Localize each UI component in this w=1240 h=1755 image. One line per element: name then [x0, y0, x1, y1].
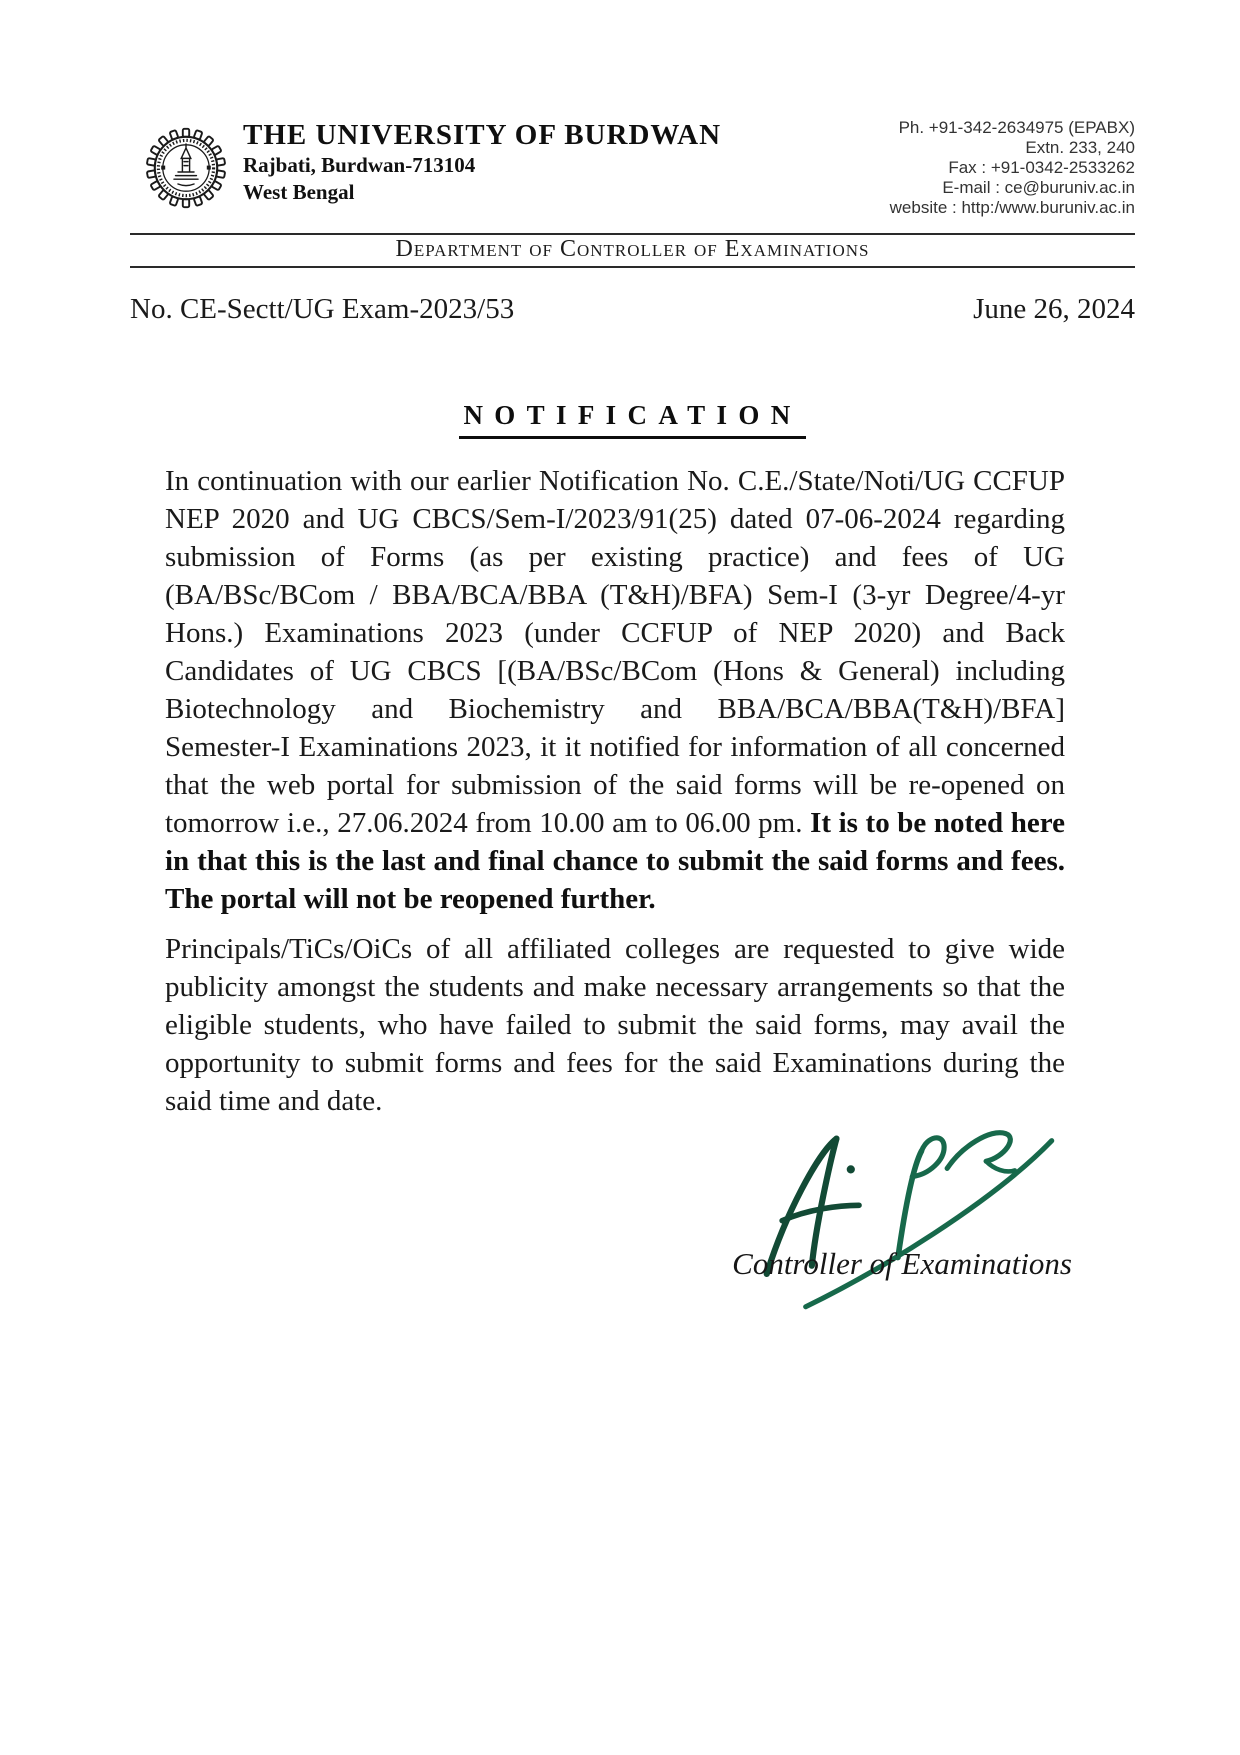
paragraph-1: [165, 462, 1065, 918]
contact-block: [890, 118, 1135, 218]
letter-date: June 26, 2024: [973, 293, 1135, 325]
title-wrap: [130, 400, 1135, 439]
paragraph-1-text: In continuation with our earlier Notification No. C.E./State/Noti/UG CCFUP NEP 2020 and UG CBCS/Sem-I/2023/91(25) dated 07-06-2024 regarding submission of Forms (as per existing practice) and fees of UG (BA/BSc/BCom / BBA/BCA/BBA (T&H)/BFA) Sem-I (3-yr Degree/4-yr Hons.) Examinations 2023 (under CCFUP of NEP 2020) and Back Candidates of UG CBCS [(BA/BSc/BCom (Hons & General) including Biotechnology and Biochemistry and BBA/BCA/BBA(T&H)/BFA] Semester-I Examinations 2023, it it notified for information of all concerned that the web portal for submission of the said forms will be re-opened on tomorrow i.e., 27.06.2024 from 10.00 am to 06.00 pm.: [165, 465, 1065, 839]
university-header: [243, 118, 721, 206]
paragraph-2: Principals/TiCs/OiCs of all affiliated colleges are requested to give wide publicity amongst the students and make necessary arrangements so that the eligible students, who have failed to submit the said forms, may avail the opportunity to submit forms and fees for the said Examinations during the said time and date.: [165, 933, 1065, 1117]
divider-top: [130, 233, 1135, 235]
department-banner: Department of Controller of Examinations: [395, 236, 870, 262]
university-name: THE UNIVERSITY OF BURDWAN: [243, 119, 722, 151]
university-address-line1: Rajbati, Burdwan-713104: [243, 153, 476, 177]
university-address-line2: West Bengal: [243, 180, 355, 204]
extn-line: Extn. 233, 240: [1025, 138, 1135, 157]
university-seal-icon: [146, 126, 226, 210]
signature-ink: [730, 1112, 1070, 1317]
paragraph-1-bold-text: It is to be noted here in that this is the last and final chance to submit the said forms and fees. The portal will not be reopened further.: [165, 807, 1066, 915]
signatory-title: Controller of Examinations: [732, 1246, 1072, 1281]
fax-line: Fax : +91-0342-2533262: [948, 158, 1135, 177]
page-title: NOTIFICATION: [459, 400, 805, 439]
reference-number: No. CE-Sectt/UG Exam-2023/53: [130, 293, 515, 325]
phone-line: Ph. +91-342-2634975 (EPABX): [898, 118, 1135, 137]
website-line: website : http:/www.buruniv.ac.in: [889, 198, 1135, 217]
reference-row: [130, 293, 1135, 326]
divider-bottom: [130, 266, 1135, 268]
email-line: E-mail : ce@buruniv.ac.in: [942, 178, 1135, 197]
notification-body: [165, 462, 1065, 1132]
